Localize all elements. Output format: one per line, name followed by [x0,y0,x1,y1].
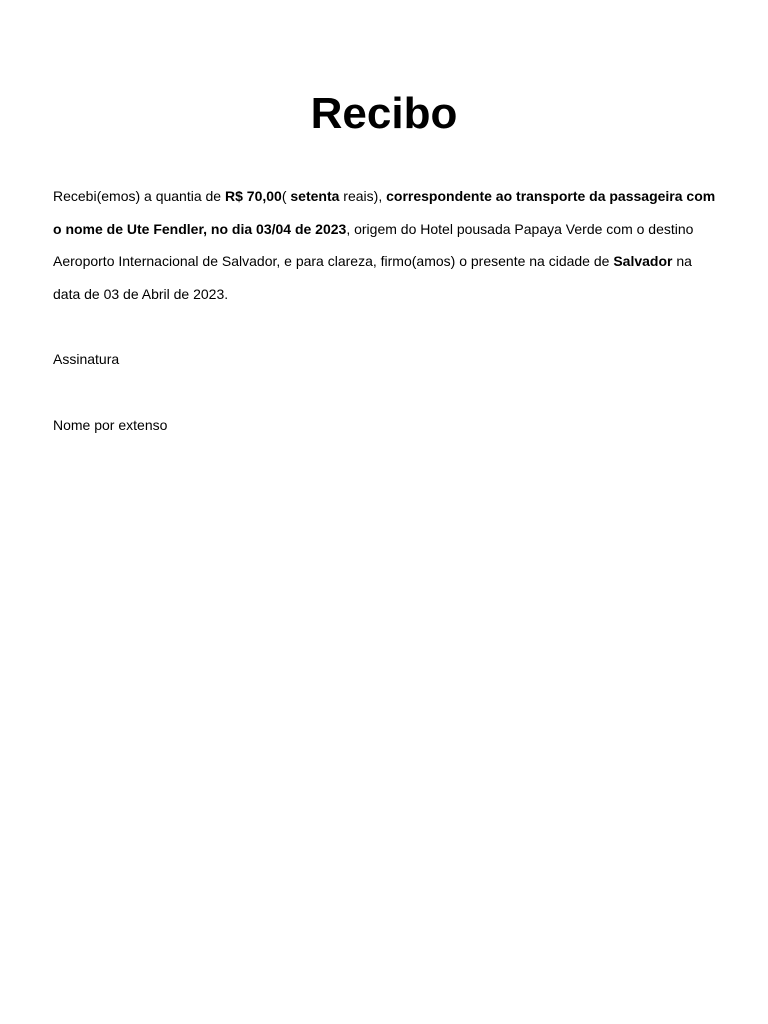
city-name: Salvador [613,253,673,270]
body-segment: Recebi(emos) a quantia de [53,188,225,204]
body-segment: ( [281,188,291,204]
full-name-label: Nome por extenso [53,417,168,433]
body-segment: na data de 03 de Abril de 2023. [53,253,692,303]
body-segment: reais), [339,188,387,204]
body-segment: , origem do Hotel pousada Papaya Verde com o destino Aeroporto Internacional de Salvador, e para clareza, firmo(amos) o presente na cidade de [53,220,694,270]
amount-words: setenta [290,188,340,204]
service-description: correspondente ao transporte da passageira com o nome de Ute Fendler, no dia 03/04 de 2023 [53,188,716,237]
document-title: Recibo [310,89,458,138]
receipt-body [53,180,718,311]
signature-label: Assinatura [53,351,120,367]
amount-value: R$ 70,00 [225,188,282,204]
